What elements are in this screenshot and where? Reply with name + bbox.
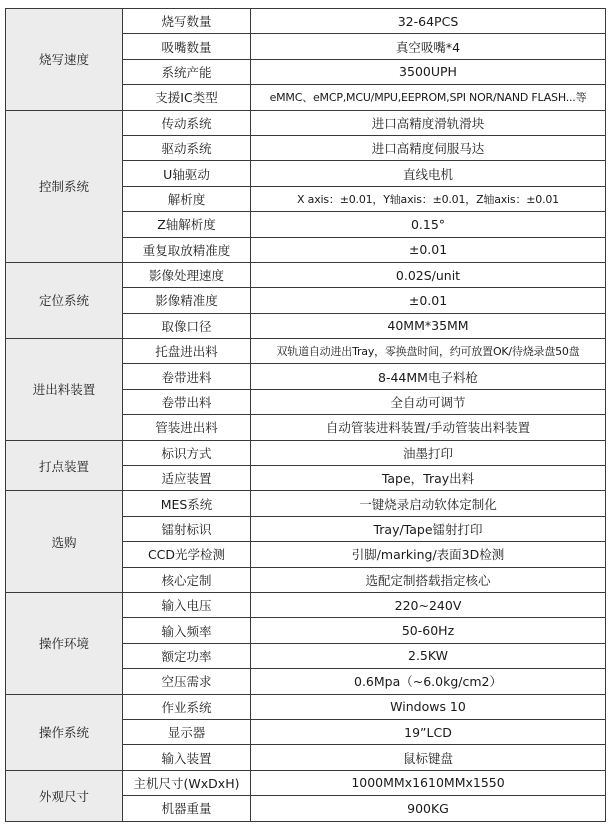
item-cell: U轴驱动: [123, 161, 251, 186]
table-row: [6, 339, 606, 364]
value-cell: 进口高精度滑轨滑块: [251, 110, 606, 135]
value-cell: 选配定制搭载指定核心: [251, 567, 606, 592]
value-cell: 全自动可调节: [251, 389, 606, 414]
item-cell: 取像口径: [123, 313, 251, 338]
item-cell: 驱动系统: [123, 135, 251, 160]
value-cell: eMMC、eMCP,MCU/MPU,EEPROM,SPI NOR/NAND FLASH...等: [251, 85, 606, 110]
value-cell: 40MM*35MM: [251, 313, 606, 338]
category-cell: 控制系统: [6, 110, 123, 262]
category-cell: 定位系统: [6, 262, 123, 338]
item-cell: 显示器: [123, 719, 251, 744]
item-cell: 吸嘴数量: [123, 34, 251, 59]
value-cell: 直线电机: [251, 161, 606, 186]
value-cell: ±0.01: [251, 237, 606, 262]
value-cell: 鼠标键盘: [251, 745, 606, 770]
category-cell: 进出料装置: [6, 339, 123, 441]
table-row: [6, 592, 606, 617]
value-cell: 2.5KW: [251, 643, 606, 668]
item-cell: 影像处理速度: [123, 262, 251, 287]
value-cell: 8-44MM电子料枪: [251, 364, 606, 389]
value-cell: 自动管装进料装置/手动管装出料装置: [251, 415, 606, 440]
value-cell: 0.02S/unit: [251, 262, 606, 287]
value-cell: 油墨打印: [251, 440, 606, 465]
category-cell: 选购: [6, 491, 123, 593]
value-cell: X axis：±0.01，Y轴axis：±0.01，Z轴axis：±0.01: [251, 186, 606, 211]
value-cell: 1000MMx1610MMx1550: [251, 770, 606, 795]
item-cell: 镭射标识: [123, 516, 251, 541]
value-cell: 19”LCD: [251, 719, 606, 744]
item-cell: Z轴解析度: [123, 212, 251, 237]
item-cell: 卷带出料: [123, 389, 251, 414]
value-cell: 3500UPH: [251, 59, 606, 84]
table-row: [6, 440, 606, 465]
item-cell: 空压需求: [123, 669, 251, 694]
value-cell: 一键烧录启动软体定制化: [251, 491, 606, 516]
table-row: [6, 262, 606, 287]
item-cell: 支援IC类型: [123, 85, 251, 110]
item-cell: 核心定制: [123, 567, 251, 592]
spec-table: [5, 8, 606, 822]
table-row: [6, 110, 606, 135]
value-cell: Windows 10: [251, 694, 606, 719]
item-cell: 主机尺寸(WxDxH): [123, 770, 251, 795]
value-cell: ±0.01: [251, 288, 606, 313]
item-cell: 机器重量: [123, 796, 251, 821]
spec-table-body: [6, 9, 606, 822]
item-cell: 输入装置: [123, 745, 251, 770]
item-cell: 系统产能: [123, 59, 251, 84]
item-cell: 输入频率: [123, 618, 251, 643]
category-cell: 操作环境: [6, 592, 123, 694]
item-cell: 传动系统: [123, 110, 251, 135]
value-cell: 双轨道自动进出Tray，零换盘时间，约可放置OK/待烧录盘50盘: [251, 339, 606, 364]
value-cell: 220~240V: [251, 592, 606, 617]
category-cell: 外观尺寸: [6, 770, 123, 821]
item-cell: 输入电压: [123, 592, 251, 617]
table-row: [6, 694, 606, 719]
value-cell: 引脚/marking/表面3D检测: [251, 542, 606, 567]
category-cell: 打点装置: [6, 440, 123, 491]
item-cell: 管装进出料: [123, 415, 251, 440]
item-cell: 适应装置: [123, 466, 251, 491]
category-cell: 操作系统: [6, 694, 123, 770]
table-row: [6, 491, 606, 516]
item-cell: CCD光学检测: [123, 542, 251, 567]
value-cell: 真空吸嘴*4: [251, 34, 606, 59]
item-cell: 托盘进出料: [123, 339, 251, 364]
category-cell: 烧写速度: [6, 9, 123, 111]
value-cell: Tape，Tray出料: [251, 466, 606, 491]
value-cell: 0.6Mpa（~6.0kg/cm2）: [251, 669, 606, 694]
item-cell: 解析度: [123, 186, 251, 211]
value-cell: 进口高精度伺服马达: [251, 135, 606, 160]
table-row: [6, 770, 606, 795]
value-cell: Tray/Tape镭射打印: [251, 516, 606, 541]
item-cell: 重复取放精准度: [123, 237, 251, 262]
item-cell: 影像精准度: [123, 288, 251, 313]
item-cell: 额定功率: [123, 643, 251, 668]
item-cell: MES系统: [123, 491, 251, 516]
item-cell: 卷带进料: [123, 364, 251, 389]
table-row: [6, 9, 606, 34]
item-cell: 标识方式: [123, 440, 251, 465]
value-cell: 50-60Hz: [251, 618, 606, 643]
item-cell: 烧写数量: [123, 9, 251, 34]
value-cell: 900KG: [251, 796, 606, 821]
value-cell: 0.15°: [251, 212, 606, 237]
item-cell: 作业系统: [123, 694, 251, 719]
value-cell: 32-64PCS: [251, 9, 606, 34]
